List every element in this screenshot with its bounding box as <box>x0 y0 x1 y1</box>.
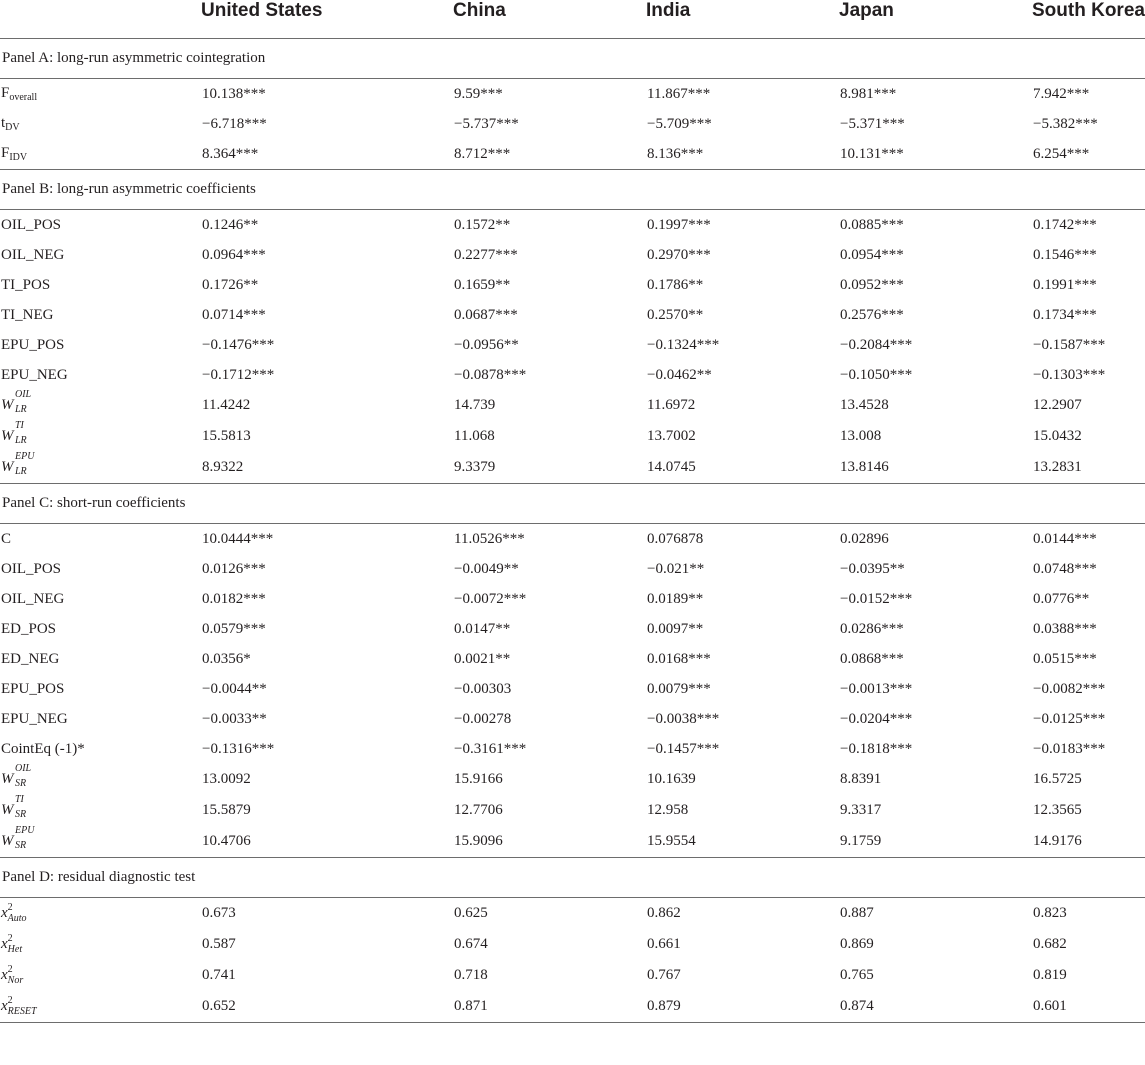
value-cell: 16.5725 <box>1033 771 1082 787</box>
header-country: South Korea <box>1032 0 1145 21</box>
value-cell: 0.2970*** <box>647 246 711 263</box>
chi-superscript: 2 <box>7 902 13 913</box>
value-cell: 0.0515*** <box>1033 650 1097 667</box>
wald-superscript: TI <box>15 420 24 431</box>
panel-title: Panel D: residual diagnostic test <box>0 858 1145 898</box>
value-cell: −0.0013*** <box>840 680 913 697</box>
value-cell: 0.871 <box>454 998 488 1014</box>
panel-a-body <box>0 79 1145 170</box>
value-cell: −0.3161*** <box>454 740 527 757</box>
table-row <box>0 991 1145 1023</box>
value-cell: 8.981*** <box>840 85 897 102</box>
row-label: OIL_POS <box>1 560 62 577</box>
wald-superscript: EPU <box>15 825 35 836</box>
table-row <box>0 764 1145 795</box>
header-country: United States <box>201 0 323 21</box>
value-cell: 15.9096 <box>454 833 503 849</box>
chi-subscript: Nor <box>7 975 24 986</box>
wald-symbol <box>1 763 32 789</box>
value-cell: 13.4528 <box>840 397 889 413</box>
value-cell: −0.0878*** <box>454 366 527 383</box>
panel-b-body <box>0 210 1145 484</box>
stat-subscript: overall <box>9 92 38 103</box>
wald-superscript: OIL <box>15 763 32 774</box>
value-cell: 0.869 <box>840 936 874 952</box>
wald-subscript: SR <box>15 778 27 789</box>
panel-d-body <box>0 898 1145 1023</box>
value-cell: 0.0126*** <box>202 560 266 577</box>
table-row <box>0 240 1145 270</box>
chi-superscript: 2 <box>7 995 13 1006</box>
value-cell: 0.0868*** <box>840 650 904 667</box>
value-cell: −0.00303 <box>454 680 512 697</box>
table-row <box>0 452 1145 484</box>
value-cell: 0.0144*** <box>1033 530 1097 547</box>
wald-symbol <box>1 825 35 851</box>
wald-symbol <box>1 420 27 446</box>
value-cell: 0.741 <box>202 967 236 983</box>
value-cell: 0.0147** <box>454 620 511 637</box>
table-row <box>0 360 1145 390</box>
row-label: C <box>1 530 12 547</box>
value-cell: 6.254*** <box>1033 145 1090 162</box>
table-row <box>0 644 1145 674</box>
value-cell: −0.2084*** <box>840 336 913 353</box>
chi-subscript: Auto <box>7 913 27 924</box>
value-cell: 0.1572** <box>454 216 511 233</box>
row-label: OIL_POS <box>1 216 62 233</box>
header-blank <box>0 0 201 39</box>
value-cell: 0.0388*** <box>1033 620 1097 637</box>
value-cell: 0.0286*** <box>840 620 904 637</box>
value-cell: 12.3565 <box>1033 802 1082 818</box>
value-cell: 10.4706 <box>202 833 251 849</box>
wald-symbol <box>1 451 35 477</box>
value-cell: −0.0044** <box>202 680 267 697</box>
value-cell: 10.1639 <box>647 771 696 787</box>
value-cell: −0.0038*** <box>647 710 720 727</box>
value-cell: 0.674 <box>454 936 488 952</box>
table-row <box>0 554 1145 584</box>
value-cell: 8.712*** <box>454 145 511 162</box>
row-label <box>0 452 201 484</box>
row-label: ED_POS <box>1 620 57 637</box>
stat-subscript: DV <box>5 122 20 133</box>
value-cell: 0.682 <box>1033 936 1067 952</box>
value-cell: 0.0079*** <box>647 680 711 697</box>
header-country: China <box>453 0 506 21</box>
value-cell: −0.0082*** <box>1033 680 1106 697</box>
value-cell: 13.0092 <box>202 771 251 787</box>
value-cell: 10.0444*** <box>202 530 274 547</box>
panel-title: Panel A: long-run asymmetric cointegration <box>0 39 1145 79</box>
row-label: EPU_POS <box>1 680 65 697</box>
panel-title: Panel B: long-run asymmetric coefficients <box>0 170 1145 210</box>
value-cell: 12.7706 <box>454 802 503 818</box>
value-cell: 8.9322 <box>202 459 244 475</box>
row-label <box>0 390 201 421</box>
row-label <box>0 795 201 826</box>
value-cell: 0.0097** <box>647 620 704 637</box>
value-cell: 8.136*** <box>647 145 704 162</box>
table-row <box>0 614 1145 644</box>
row-label: TI_POS <box>1 276 51 293</box>
value-cell: 0.823 <box>1033 905 1067 921</box>
value-cell: 11.4242 <box>202 397 251 413</box>
value-cell: 0.0356* <box>202 650 251 667</box>
table-row <box>0 584 1145 614</box>
value-cell: 10.131*** <box>840 145 904 162</box>
panel-title: Panel C: short-run coefficients <box>0 484 1145 524</box>
row-label <box>0 109 201 139</box>
value-cell: 0.874 <box>840 998 874 1014</box>
wald-symbol <box>1 389 32 415</box>
table-row <box>0 109 1145 139</box>
value-cell: 13.2831 <box>1033 459 1082 475</box>
value-cell: 9.3379 <box>454 459 496 475</box>
value-cell: 0.0964*** <box>202 246 266 263</box>
wald-superscript: TI <box>15 794 24 805</box>
value-cell: −0.0033** <box>202 710 267 727</box>
value-cell: 0.0748*** <box>1033 560 1097 577</box>
table-row <box>0 139 1145 170</box>
wald-base: W <box>1 459 14 475</box>
table-row <box>0 734 1145 764</box>
value-cell: −5.382*** <box>1033 115 1098 132</box>
value-cell: 0.0021** <box>454 650 511 667</box>
value-cell: 0.1659** <box>454 276 511 293</box>
table-row <box>0 898 1145 930</box>
header-country: Japan <box>839 0 894 21</box>
value-cell: 0.1734*** <box>1033 306 1097 323</box>
value-cell: 13.008 <box>840 428 882 444</box>
stat-symbol: F <box>1 85 10 101</box>
value-cell: 0.819 <box>1033 967 1067 983</box>
value-cell: 0.767 <box>647 967 681 983</box>
value-cell: 0.0687*** <box>454 306 518 323</box>
row-label <box>0 139 201 170</box>
value-cell: 14.9176 <box>1033 833 1082 849</box>
value-cell: −0.1324*** <box>647 336 720 353</box>
value-cell: 0.2576*** <box>840 306 904 323</box>
row-label <box>0 826 201 858</box>
value-cell: 15.0432 <box>1033 428 1082 444</box>
row-label: EPU_POS <box>1 336 65 353</box>
table-row <box>0 704 1145 734</box>
value-cell: −0.1457*** <box>647 740 720 757</box>
value-cell: 0.0776** <box>1033 590 1090 607</box>
value-cell: −0.1712*** <box>202 366 275 383</box>
value-cell: 0.02896 <box>840 530 889 547</box>
table-row <box>0 330 1145 360</box>
value-cell: 0.0182*** <box>202 590 266 607</box>
row-label: EPU_NEG <box>1 710 68 727</box>
value-cell: 11.6972 <box>647 397 696 413</box>
value-cell: 0.2570** <box>647 306 704 323</box>
panel-c-body <box>0 524 1145 858</box>
value-cell: 14.0745 <box>647 459 696 475</box>
wald-superscript: EPU <box>15 451 35 462</box>
row-label: OIL_NEG <box>1 246 65 263</box>
wald-superscript: OIL <box>15 389 32 400</box>
value-cell: 7.942*** <box>1033 85 1090 102</box>
value-cell: 13.8146 <box>840 459 889 475</box>
table-row <box>0 524 1145 555</box>
value-cell: 9.1759 <box>840 833 882 849</box>
value-cell: 0.887 <box>840 905 874 921</box>
value-cell: 13.7002 <box>647 428 696 444</box>
value-cell: 0.0954*** <box>840 246 904 263</box>
value-cell: 0.601 <box>1033 998 1067 1014</box>
header-country: India <box>646 0 691 21</box>
value-cell: 0.862 <box>647 905 681 921</box>
value-cell: 0.1786** <box>647 276 704 293</box>
value-cell: −5.371*** <box>840 115 905 132</box>
table-row <box>0 960 1145 991</box>
value-cell: 0.1726** <box>202 276 259 293</box>
panel-d-header <box>0 858 1145 898</box>
wald-base: W <box>1 397 14 413</box>
chi-base: x <box>1 936 8 952</box>
value-cell: 0.0885*** <box>840 216 904 233</box>
row-label <box>0 764 201 795</box>
value-cell: 8.8391 <box>840 771 882 787</box>
value-cell: −0.1316*** <box>202 740 275 757</box>
row-label <box>0 991 201 1023</box>
table-row <box>0 929 1145 960</box>
value-cell: 9.3317 <box>840 802 882 818</box>
row-label: EPU_NEG <box>1 366 68 383</box>
value-cell: 0.1546*** <box>1033 246 1097 263</box>
row-label: TI_NEG <box>1 306 54 323</box>
value-cell: 0.879 <box>647 998 681 1014</box>
value-cell: −0.1818*** <box>840 740 913 757</box>
chi-superscript: 2 <box>7 933 13 944</box>
table-row <box>0 421 1145 452</box>
stat-subscript: IDV <box>9 152 28 163</box>
wald-subscript: SR <box>15 809 27 820</box>
value-cell: 11.0526*** <box>454 530 525 547</box>
value-cell: 0.625 <box>454 905 488 921</box>
table-row <box>0 79 1145 110</box>
value-cell: 0.1742*** <box>1033 216 1097 233</box>
row-label <box>0 79 201 110</box>
value-cell: 0.1246** <box>202 216 259 233</box>
wald-symbol <box>1 794 27 820</box>
row-label <box>0 929 201 960</box>
panel-b-header <box>0 170 1145 210</box>
value-cell: −5.737*** <box>454 115 519 132</box>
table-row <box>0 270 1145 300</box>
row-label <box>0 421 201 452</box>
chi-base: x <box>1 998 8 1014</box>
chi-subscript: RESET <box>7 1006 37 1017</box>
stat-symbol: F <box>1 145 10 161</box>
value-cell: 0.765 <box>840 967 874 983</box>
value-cell: 0.652 <box>202 998 236 1014</box>
table-row <box>0 390 1145 421</box>
value-cell: −0.0395** <box>840 560 905 577</box>
wald-base: W <box>1 802 14 818</box>
value-cell: −0.1050*** <box>840 366 913 383</box>
value-cell: 9.59*** <box>454 85 503 102</box>
value-cell: −0.021** <box>647 560 705 577</box>
table-row <box>0 795 1145 826</box>
wald-base: W <box>1 771 14 787</box>
value-cell: 12.958 <box>647 802 689 818</box>
value-cell: 8.364*** <box>202 145 259 162</box>
panel-a-header <box>0 39 1145 79</box>
value-cell: 15.9166 <box>454 771 503 787</box>
value-cell: −0.0152*** <box>840 590 913 607</box>
table-row <box>0 674 1145 704</box>
value-cell: 0.0168*** <box>647 650 711 667</box>
value-cell: 0.076878 <box>647 530 704 547</box>
row-label <box>0 960 201 991</box>
value-cell: 0.0579*** <box>202 620 266 637</box>
table-row <box>0 826 1145 858</box>
table-row <box>0 300 1145 330</box>
value-cell: 0.0952*** <box>840 276 904 293</box>
wald-subscript: LR <box>15 404 27 415</box>
value-cell: 0.0189** <box>647 590 704 607</box>
wald-subscript: SR <box>15 840 27 851</box>
value-cell: −0.00278 <box>454 710 512 727</box>
wald-base: W <box>1 833 14 849</box>
value-cell: 15.9554 <box>647 833 696 849</box>
chi-base: x <box>1 967 8 983</box>
wald-subscript: LR <box>15 435 27 446</box>
value-cell: 15.5879 <box>202 802 251 818</box>
value-cell: −0.0125*** <box>1033 710 1106 727</box>
value-cell: −0.0183*** <box>1033 740 1106 757</box>
chi-superscript: 2 <box>7 964 13 975</box>
wald-base: W <box>1 428 14 444</box>
table-row <box>0 210 1145 241</box>
value-cell: 14.739 <box>454 397 496 413</box>
value-cell: −5.709*** <box>647 115 712 132</box>
value-cell: 0.1997*** <box>647 216 711 233</box>
value-cell: 0.661 <box>647 936 681 952</box>
value-cell: 15.5813 <box>202 428 251 444</box>
value-cell: −0.1587*** <box>1033 336 1106 353</box>
value-cell: 0.587 <box>202 936 236 952</box>
value-cell: 0.718 <box>454 967 488 983</box>
row-label: OIL_NEG <box>1 590 65 607</box>
value-cell: −0.0462** <box>647 366 712 383</box>
row-label: CointEq (-1)* <box>1 740 85 757</box>
stat-symbol: t <box>1 115 6 131</box>
wald-subscript: LR <box>15 466 27 477</box>
value-cell: 10.138*** <box>202 85 266 102</box>
row-label: ED_NEG <box>1 650 60 667</box>
chi-base: x <box>1 905 8 921</box>
value-cell: 11.068 <box>454 428 495 444</box>
row-label <box>0 898 201 930</box>
value-cell: 0.1991*** <box>1033 276 1097 293</box>
value-cell: 12.2907 <box>1033 397 1082 413</box>
value-cell: 0.2277*** <box>454 246 518 263</box>
value-cell: −0.1303*** <box>1033 366 1106 383</box>
value-cell: 11.867*** <box>647 85 711 102</box>
value-cell: 0.0714*** <box>202 306 266 323</box>
value-cell: −0.0204*** <box>840 710 913 727</box>
chi-subscript: Het <box>7 944 23 955</box>
value-cell: −0.0072*** <box>454 590 527 607</box>
value-cell: −0.0049** <box>454 560 519 577</box>
value-cell: 0.673 <box>202 905 236 921</box>
value-cell: −0.1476*** <box>202 336 275 353</box>
header-row <box>0 0 1145 39</box>
value-cell: −6.718*** <box>202 115 267 132</box>
panel-c-header <box>0 484 1145 524</box>
value-cell: −0.0956** <box>454 336 519 353</box>
